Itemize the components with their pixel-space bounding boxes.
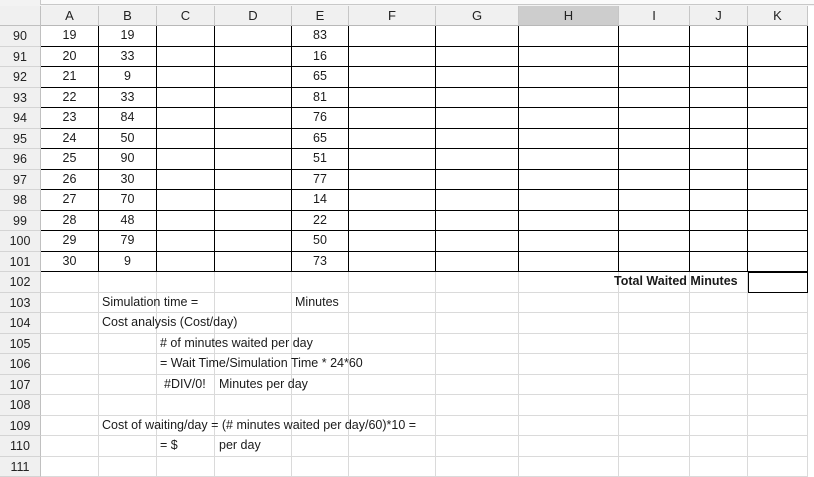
cell-i105[interactable] [619,334,690,355]
cell-b91[interactable]: 33 [99,47,157,68]
row-header-102[interactable]: 102 [0,272,41,293]
cell-f105[interactable] [349,334,436,355]
cell-g94[interactable] [436,108,519,129]
cell-h95[interactable] [519,129,619,150]
row-header-93[interactable]: 93 [0,88,41,109]
cell-b98[interactable]: 70 [99,190,157,211]
cell-a106[interactable] [41,354,99,375]
cell-a107[interactable] [41,375,99,396]
cell-a94[interactable]: 23 [41,108,99,129]
cell-j104[interactable] [690,313,748,334]
cell-f102[interactable] [349,272,436,293]
column-header-j[interactable]: J [690,6,748,26]
cell-g92[interactable] [436,67,519,88]
cell-g98[interactable] [436,190,519,211]
row-header-92[interactable]: 92 [0,67,41,88]
cell-b95[interactable]: 50 [99,129,157,150]
cell-a96[interactable]: 25 [41,149,99,170]
cell-j92[interactable] [690,67,748,88]
cell-c93[interactable] [157,88,215,109]
simulation-time-label: Simulation time = [102,295,198,309]
cell-h111[interactable] [519,457,619,477]
row-header-105[interactable]: 105 [0,334,41,355]
cell-g95[interactable] [436,129,519,150]
cell-k101[interactable] [748,252,808,273]
cell-i111[interactable] [619,457,690,477]
cell-d90[interactable] [215,26,292,47]
cell-h101[interactable] [519,252,619,273]
cell-i100[interactable] [619,231,690,252]
cell-b105[interactable] [99,334,157,355]
cell-d101[interactable] [215,252,292,273]
equals-dollar-label: = $ [160,438,178,452]
cell-i103[interactable] [619,293,690,314]
cell-i98[interactable] [619,190,690,211]
cell-h102[interactable] [519,272,619,293]
cell-c102[interactable] [157,272,215,293]
column-header-h[interactable]: H [519,6,619,26]
cell-j95[interactable] [690,129,748,150]
cell-j107[interactable] [690,375,748,396]
cell-f93[interactable] [349,88,436,109]
minutes-waited-label: # of minutes waited per day [160,336,313,350]
cell-h108[interactable] [519,395,619,416]
cell-h92[interactable] [519,67,619,88]
cell-h93[interactable] [519,88,619,109]
column-header-d[interactable]: D [215,6,292,26]
cell-k110[interactable] [748,436,808,457]
cell-i95[interactable] [619,129,690,150]
cell-j103[interactable] [690,293,748,314]
cell-a102[interactable] [41,272,99,293]
cell-g96[interactable] [436,149,519,170]
cell-j91[interactable] [690,47,748,68]
cost-waiting-label: Cost of waiting/day = (# minutes waited per day/60)*10 = [102,418,416,432]
cell-a91[interactable]: 20 [41,47,99,68]
cell-c108[interactable] [157,395,215,416]
cell-g90[interactable] [436,26,519,47]
cell-d97[interactable] [215,170,292,191]
cell-g93[interactable] [436,88,519,109]
cell-k96[interactable] [748,149,808,170]
cell-k95[interactable] [748,129,808,150]
cell-k103[interactable] [748,293,808,314]
cell-i99[interactable] [619,211,690,232]
cell-a90[interactable]: 19 [41,26,99,47]
cell-b102[interactable] [99,272,157,293]
cell-f99[interactable] [349,211,436,232]
cell-c98[interactable] [157,190,215,211]
cell-a99[interactable]: 28 [41,211,99,232]
cell-b97[interactable]: 30 [99,170,157,191]
row-header-98[interactable]: 98 [0,190,41,211]
cell-i92[interactable] [619,67,690,88]
cell-c101[interactable] [157,252,215,273]
cell-b111[interactable] [99,457,157,477]
row-header-101[interactable]: 101 [0,252,41,273]
cell-c100[interactable] [157,231,215,252]
cell-h104[interactable] [519,313,619,334]
row-header-109[interactable]: 109 [0,416,41,437]
cell-e101[interactable]: 73 [292,252,349,273]
row-header-108[interactable]: 108 [0,395,41,416]
cell-e95[interactable]: 65 [292,129,349,150]
cell-f95[interactable] [349,129,436,150]
cell-g109[interactable] [436,416,519,437]
cell-i109[interactable] [619,416,690,437]
cell-i90[interactable] [619,26,690,47]
cell-g99[interactable] [436,211,519,232]
cell-f98[interactable] [349,190,436,211]
cell-h97[interactable] [519,170,619,191]
cell-f90[interactable] [349,26,436,47]
name-box-edge [40,0,814,5]
cell-j100[interactable] [690,231,748,252]
cell-i101[interactable] [619,252,690,273]
cell-a100[interactable]: 29 [41,231,99,252]
cell-f92[interactable] [349,67,436,88]
cell-g103[interactable] [436,293,519,314]
cell-e99[interactable]: 22 [292,211,349,232]
row-header-103[interactable]: 103 [0,293,41,314]
row-header-106[interactable]: 106 [0,354,41,375]
total-waited-minutes-label: Total Waited Minutes [614,274,738,288]
row-header-97[interactable]: 97 [0,170,41,191]
row-header-100[interactable]: 100 [0,231,41,252]
cell-k94[interactable] [748,108,808,129]
cell-h105[interactable] [519,334,619,355]
cell-f96[interactable] [349,149,436,170]
cell-h91[interactable] [519,47,619,68]
cell-j99[interactable] [690,211,748,232]
cell-e100[interactable]: 50 [292,231,349,252]
cell-k97[interactable] [748,170,808,191]
cell-e94[interactable]: 76 [292,108,349,129]
cell-d111[interactable] [215,457,292,477]
cell-b106[interactable] [99,354,157,375]
cell-k109[interactable] [748,416,808,437]
cell-c94[interactable] [157,108,215,129]
cell-k93[interactable] [748,88,808,109]
cell-h109[interactable] [519,416,619,437]
cell-e91[interactable]: 16 [292,47,349,68]
column-header-c[interactable]: C [157,6,215,26]
cell-e98[interactable]: 14 [292,190,349,211]
cell-f97[interactable] [349,170,436,191]
cell-a92[interactable]: 21 [41,67,99,88]
row-header-104[interactable]: 104 [0,313,41,334]
minutes-per-day-label: Minutes per day [219,377,308,391]
cell-k108[interactable] [748,395,808,416]
cell-e102[interactable] [292,272,349,293]
cell-j109[interactable] [690,416,748,437]
cell-i94[interactable] [619,108,690,129]
cell-i97[interactable] [619,170,690,191]
cell-b108[interactable] [99,395,157,416]
cell-a93[interactable]: 22 [41,88,99,109]
cell-d92[interactable] [215,67,292,88]
column-header-i[interactable]: I [619,6,690,26]
cell-h100[interactable] [519,231,619,252]
cell-h106[interactable] [519,354,619,375]
cell-d95[interactable] [215,129,292,150]
per-day-label: per day [219,438,261,452]
cell-g108[interactable] [436,395,519,416]
column-header-b[interactable]: B [99,6,157,26]
cell-a98[interactable]: 27 [41,190,99,211]
cell-f111[interactable] [349,457,436,477]
cell-j105[interactable] [690,334,748,355]
cell-k98[interactable] [748,190,808,211]
cell-h107[interactable] [519,375,619,396]
cell-j94[interactable] [690,108,748,129]
cell-f91[interactable] [349,47,436,68]
cell-a95[interactable]: 24 [41,129,99,150]
row-header-111[interactable]: 111 [0,457,41,477]
cell-h94[interactable] [519,108,619,129]
column-header-k[interactable]: K [748,6,808,26]
cell-b93[interactable]: 33 [99,88,157,109]
cell-j111[interactable] [690,457,748,477]
cell-k105[interactable] [748,334,808,355]
cell-k106[interactable] [748,354,808,375]
cell-c97[interactable] [157,170,215,191]
cell-c96[interactable] [157,149,215,170]
cell-e90[interactable]: 83 [292,26,349,47]
cell-d108[interactable] [215,395,292,416]
cell-e97[interactable]: 77 [292,170,349,191]
cell-a97[interactable]: 26 [41,170,99,191]
cell-a110[interactable] [41,436,99,457]
cell-k90[interactable] [748,26,808,47]
cell-a101[interactable]: 30 [41,252,99,273]
cell-h103[interactable] [519,293,619,314]
column-header-a[interactable]: A [41,6,99,26]
cell-g97[interactable] [436,170,519,191]
cell-d102[interactable] [215,272,292,293]
cell-c90[interactable] [157,26,215,47]
cell-k111[interactable] [748,457,808,477]
cell-j96[interactable] [690,149,748,170]
cell-g91[interactable] [436,47,519,68]
cell-a111[interactable] [41,457,99,477]
cell-e93[interactable]: 81 [292,88,349,109]
total-waited-minutes-value[interactable] [748,272,808,293]
cell-d98[interactable] [215,190,292,211]
cell-b107[interactable] [99,375,157,396]
row-header-99[interactable]: 99 [0,211,41,232]
cell-k104[interactable] [748,313,808,334]
row-header-91[interactable]: 91 [0,47,41,68]
cell-h98[interactable] [519,190,619,211]
cell-b100[interactable]: 79 [99,231,157,252]
row-header-107[interactable]: 107 [0,375,41,396]
div-error-value: #DIV/0! [164,377,206,391]
cell-a109[interactable] [41,416,99,437]
row-header-94[interactable]: 94 [0,108,41,129]
cell-f104[interactable] [349,313,436,334]
cell-d94[interactable] [215,108,292,129]
cell-d103[interactable] [215,293,292,314]
cell-g106[interactable] [436,354,519,375]
cell-b96[interactable]: 90 [99,149,157,170]
row-header-95[interactable]: 95 [0,129,41,150]
cell-k99[interactable] [748,211,808,232]
cell-g104[interactable] [436,313,519,334]
cell-i106[interactable] [619,354,690,375]
cell-b94[interactable]: 84 [99,108,157,129]
cell-f100[interactable] [349,231,436,252]
cell-c92[interactable] [157,67,215,88]
cell-h90[interactable] [519,26,619,47]
cell-j108[interactable] [690,395,748,416]
cell-d100[interactable] [215,231,292,252]
cell-d96[interactable] [215,149,292,170]
cost-analysis-label: Cost analysis (Cost/day) [102,315,237,329]
cell-e96[interactable]: 51 [292,149,349,170]
cell-i96[interactable] [619,149,690,170]
cell-j110[interactable] [690,436,748,457]
cell-i107[interactable] [619,375,690,396]
cell-c91[interactable] [157,47,215,68]
cell-i108[interactable] [619,395,690,416]
row-header-90[interactable]: 90 [0,26,41,47]
cell-g107[interactable] [436,375,519,396]
cell-k92[interactable] [748,67,808,88]
cell-j97[interactable] [690,170,748,191]
cell-d93[interactable] [215,88,292,109]
cell-g111[interactable] [436,457,519,477]
cell-a105[interactable] [41,334,99,355]
cell-d91[interactable] [215,47,292,68]
cell-f107[interactable] [349,375,436,396]
column-header-f[interactable]: F [349,6,436,26]
cell-b99[interactable]: 48 [99,211,157,232]
cell-j98[interactable] [690,190,748,211]
cell-j101[interactable] [690,252,748,273]
cell-f108[interactable] [349,395,436,416]
cell-h110[interactable] [519,436,619,457]
cell-k100[interactable] [748,231,808,252]
cell-c99[interactable] [157,211,215,232]
cell-k107[interactable] [748,375,808,396]
row-header-96[interactable]: 96 [0,149,41,170]
minutes-unit-label: Minutes [295,295,339,309]
cell-f103[interactable] [349,293,436,314]
cell-j93[interactable] [690,88,748,109]
cell-e110[interactable] [292,436,349,457]
cell-f101[interactable] [349,252,436,273]
cell-b92[interactable]: 9 [99,67,157,88]
cell-e111[interactable] [292,457,349,477]
cell-f110[interactable] [349,436,436,457]
cell-a104[interactable] [41,313,99,334]
column-header-e[interactable]: E [292,6,349,26]
cell-i93[interactable] [619,88,690,109]
cell-d99[interactable] [215,211,292,232]
column-header-g[interactable]: G [436,6,519,26]
cell-c111[interactable] [157,457,215,477]
cell-k91[interactable] [748,47,808,68]
cell-b90[interactable]: 19 [99,26,157,47]
cell-e92[interactable]: 65 [292,67,349,88]
cell-e104[interactable] [292,313,349,334]
cell-g100[interactable] [436,231,519,252]
wait-formula-label: = Wait Time/Simulation Time * 24*60 [160,356,363,370]
cell-a103[interactable] [41,293,99,314]
row-header-110[interactable]: 110 [0,436,41,457]
cell-b101[interactable]: 9 [99,252,157,273]
cell-f94[interactable] [349,108,436,129]
cell-i91[interactable] [619,47,690,68]
cell-i104[interactable] [619,313,690,334]
cell-i110[interactable] [619,436,690,457]
cell-g105[interactable] [436,334,519,355]
cell-g110[interactable] [436,436,519,457]
cell-c95[interactable] [157,129,215,150]
cell-j90[interactable] [690,26,748,47]
cell-h99[interactable] [519,211,619,232]
cell-j106[interactable] [690,354,748,375]
cell-a108[interactable] [41,395,99,416]
cell-h96[interactable] [519,149,619,170]
cell-g101[interactable] [436,252,519,273]
select-all-corner[interactable] [0,6,41,26]
cell-b110[interactable] [99,436,157,457]
cell-e108[interactable] [292,395,349,416]
cell-g102[interactable] [436,272,519,293]
